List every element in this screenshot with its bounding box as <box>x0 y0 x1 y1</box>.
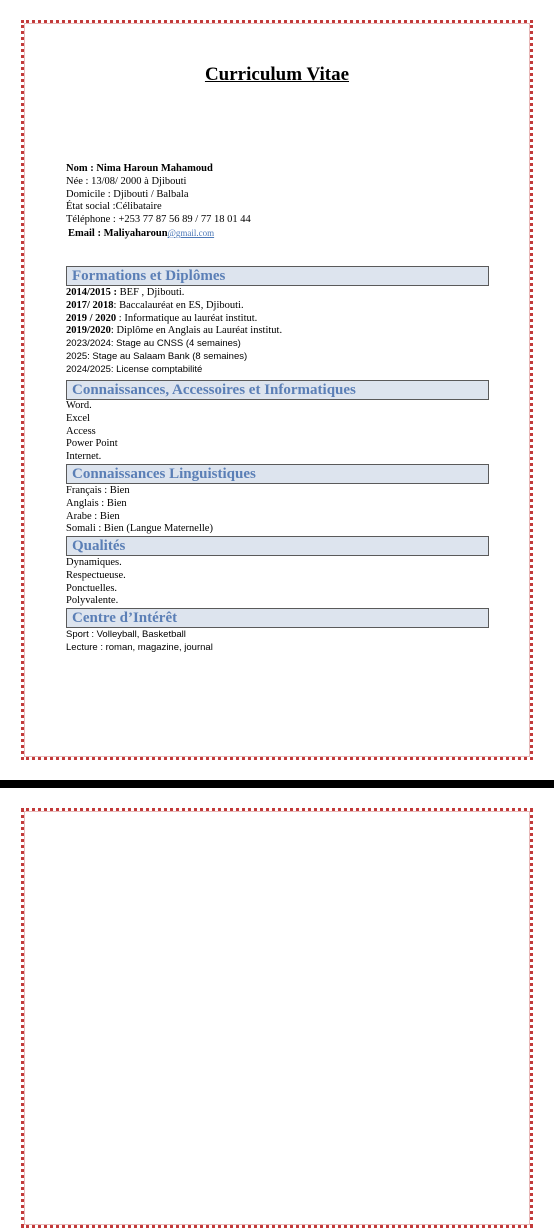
qualites-list <box>66 557 126 608</box>
birth-row: Née : 13/08/ 2000 à Djibouti <box>66 175 187 187</box>
name-value: Nima Haroun Mahamoud <box>96 163 213 174</box>
name-row <box>66 163 251 176</box>
name-label: Nom : <box>66 163 97 174</box>
telephone-row: Téléphone : +253 77 87 56 89 / 77 18 01 44 <box>66 214 251 226</box>
formation-stage-item: 2025: Stage au Salaam Bank (8 semaines) <box>66 350 248 362</box>
formations-list <box>66 287 282 377</box>
domicile-row: Domicile : Djibouti / Balbala <box>66 188 189 200</box>
section-informatique-header: Connaissances, Accessoires et Informatiques <box>66 380 489 400</box>
etat-social-row: État social :Célibataire <box>66 201 162 213</box>
list-item: Anglais : Bien <box>66 497 127 509</box>
list-item: Français : Bien <box>66 485 130 496</box>
email-label: Email : Maliyaharoun <box>68 227 168 239</box>
section-interets-header: Centre d’Intérêt <box>66 608 489 628</box>
list-item: Somali : Bien (Langue Maternelle) <box>66 523 213 535</box>
section-langues-header: Connaissances Linguistiques <box>66 464 489 484</box>
email-row <box>66 227 251 241</box>
list-item: Access <box>66 425 96 437</box>
cv-page-2 <box>0 788 554 1200</box>
section-qualites-header: Qualités <box>66 536 489 556</box>
formation-item: 2019/2020: Diplôme en Anglais au Lauréat institut. <box>66 325 283 337</box>
list-item: Dynamiques. <box>66 557 122 568</box>
formation-item: 2014/2015 : BEF , Djibouti. <box>66 287 185 298</box>
list-item: Lecture : roman, magazine, journal <box>66 641 213 653</box>
langues-list <box>66 485 213 536</box>
page-separator <box>0 780 554 788</box>
informatique-list <box>66 400 118 464</box>
formation-stage-item: 2023/2024: Stage au CNSS (4 semaines) <box>66 338 241 350</box>
section-formations-header: Formations et Diplômes <box>66 266 489 286</box>
email-link[interactable]: @gmail.com <box>167 227 215 238</box>
list-item: Internet. <box>66 451 102 463</box>
interets-list <box>66 629 213 655</box>
formation-item: 2019 / 2020 : Informatique au lauréat institut. <box>66 312 258 324</box>
personal-info <box>66 163 251 241</box>
formation-license-item: 2024/2025: License comptabilité <box>66 363 203 375</box>
list-item: Sport : Volleyball, Basketball <box>66 629 186 640</box>
list-item: Power Point <box>66 438 118 450</box>
decorative-inner-border <box>24 811 530 1225</box>
cv-title: Curriculum Vitae <box>204 64 350 85</box>
list-item: Excel <box>66 412 90 424</box>
list-item: Word. <box>66 400 92 411</box>
list-item: Arabe : Bien <box>66 510 120 522</box>
list-item: Polyvalente. <box>66 595 119 607</box>
formation-item: 2017/ 2018: Baccalauréat en ES, Djibouti. <box>66 299 244 311</box>
list-item: Ponctuelles. <box>66 582 118 594</box>
list-item: Respectueuse. <box>66 569 126 581</box>
